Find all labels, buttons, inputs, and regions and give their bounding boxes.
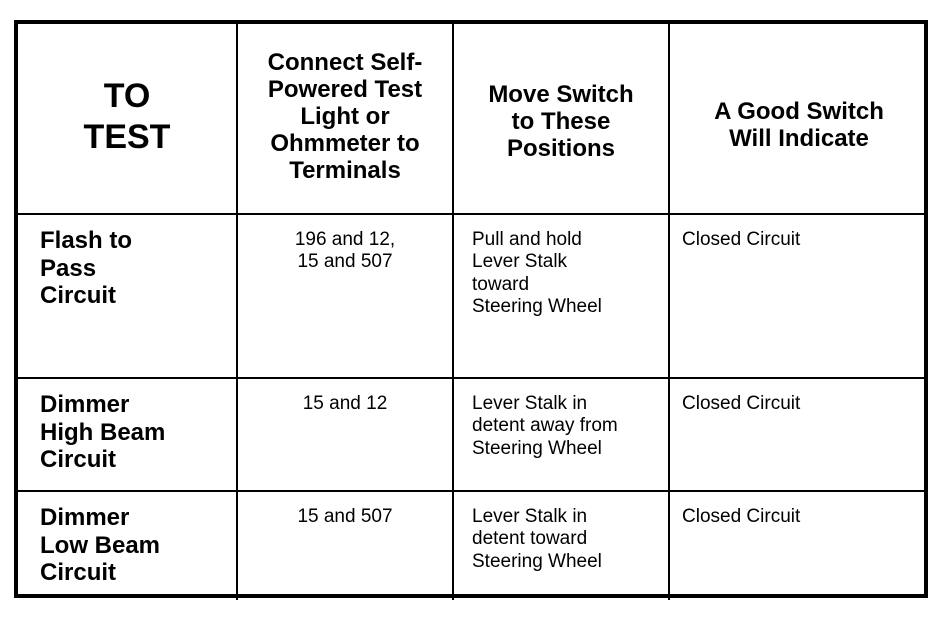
switch-test-table-frame (14, 20, 928, 598)
header-switch-positions: Move Switch to These Positions (453, 24, 669, 214)
table-row (18, 378, 928, 491)
row-test-label: Dimmer Low Beam Circuit (18, 491, 237, 600)
header-good-switch-indicates: A Good Switch Will Indicate (669, 24, 928, 214)
header-to-test: TO TEST (18, 24, 237, 214)
row-test-label: Dimmer High Beam Circuit (18, 378, 237, 491)
row-indication: Closed Circuit (669, 378, 928, 491)
row-terminals: 15 and 12 (237, 378, 453, 491)
table-row (18, 214, 928, 378)
table-header-row (18, 24, 928, 214)
row-terminals: 15 and 507 (237, 491, 453, 600)
table-row (18, 491, 928, 600)
row-test-label: Flash to Pass Circuit (18, 214, 237, 378)
row-indication: Closed Circuit (669, 214, 928, 378)
row-switch-positions: Pull and hold Lever Stalk toward Steering Wheel (453, 214, 669, 378)
header-connect-terminals: Connect Self- Powered Test Light or Ohmmeter to Terminals (237, 24, 453, 214)
switch-test-table (18, 24, 928, 600)
row-indication: Closed Circuit (669, 491, 928, 600)
row-switch-positions: Lever Stalk in detent away from Steering Wheel (453, 378, 669, 491)
row-switch-positions: Lever Stalk in detent toward Steering Wheel (453, 491, 669, 600)
row-terminals: 196 and 12, 15 and 507 (237, 214, 453, 378)
